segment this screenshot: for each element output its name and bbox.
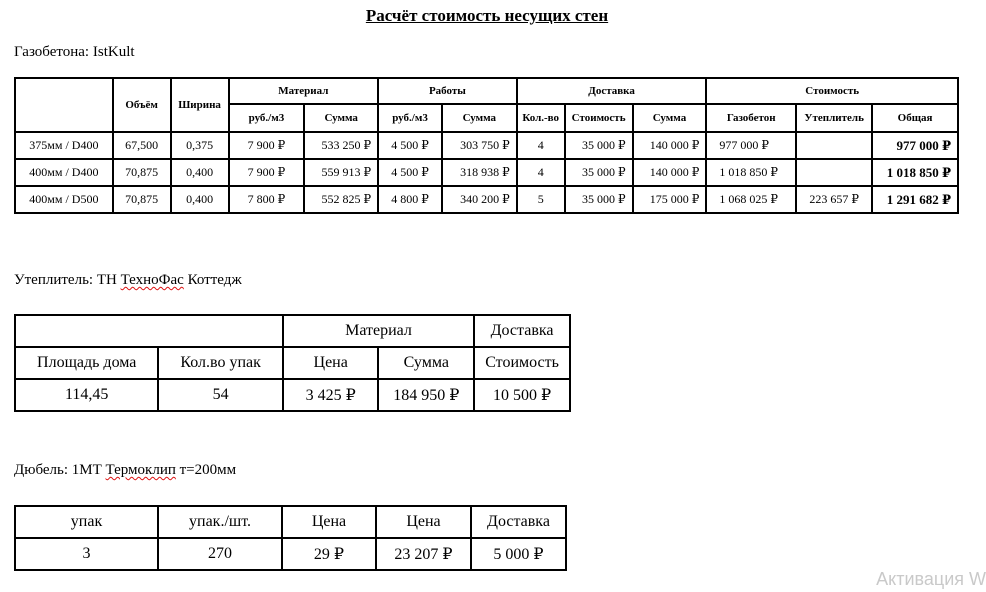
header-gasobeton: Газобетон <box>706 104 796 132</box>
table-row <box>15 379 570 411</box>
header-price-total: Цена <box>376 506 471 538</box>
cell-cost: 10 500 ₽ <box>474 379 570 411</box>
header-area: Площадь дома <box>15 347 158 379</box>
cell-del-sum: 140 000 ₽ <box>633 132 707 159</box>
cell-ins-cost <box>796 132 872 159</box>
header-del-cost: Стоимость <box>565 104 633 132</box>
dowel-label-brand: Термоклип <box>105 462 176 478</box>
cell-width: 0,375 <box>171 132 229 159</box>
cell-qty: 4 <box>517 132 565 159</box>
activation-watermark: Активация W <box>876 569 986 589</box>
cell-work-sum: 318 938 ₽ <box>442 159 517 186</box>
header-work-rate: руб./м3 <box>378 104 442 132</box>
row-name: 375мм / D400 <box>15 132 113 159</box>
cell-work-rate: 4 500 ₽ <box>378 159 442 186</box>
gas-label-brand: IstKult <box>92 44 135 60</box>
cell-del-cost: 35 000 ₽ <box>565 159 633 186</box>
cell-mat-sum: 552 825 ₽ <box>304 186 378 213</box>
dowel-label-prefix: Дюбель: 1МТ <box>14 462 106 478</box>
cell-mat-rate: 7 900 ₽ <box>229 159 305 186</box>
header-delivery: Доставка <box>517 78 707 104</box>
header-width: Ширина <box>171 78 229 132</box>
cell-pack-pcs: 270 <box>158 538 282 570</box>
cell-price: 29 ₽ <box>282 538 376 570</box>
cell-mat-sum: 559 913 ₽ <box>304 159 378 186</box>
gas-section-label <box>14 44 135 61</box>
table-row <box>15 538 566 570</box>
cell-pack: 3 <box>15 538 158 570</box>
cell-total: 977 000 ₽ <box>872 132 958 159</box>
row-name: 400мм / D400 <box>15 159 113 186</box>
header-delivery: Доставка <box>474 315 570 347</box>
cell-work-sum: 303 750 ₽ <box>442 132 517 159</box>
header-material: Материал <box>283 315 474 347</box>
cell-work-rate: 4 800 ₽ <box>378 186 442 213</box>
cell-price: 3 425 ₽ <box>283 379 379 411</box>
header-packs: Кол.во упак <box>158 347 282 379</box>
ins-label-prefix: Утеплитель: ТН <box>14 272 121 288</box>
cell-del-sum: 140 000 ₽ <box>633 159 707 186</box>
cell-area: 114,45 <box>15 379 158 411</box>
header-pack-pcs: упак./шт. <box>158 506 282 538</box>
cell-total: 1 018 850 ₽ <box>872 159 958 186</box>
header-sum: Сумма <box>378 347 474 379</box>
header-qty: Кол.-во <box>517 104 565 132</box>
header-mat-sum: Сумма <box>304 104 378 132</box>
dowel-label-suffix: т=200мм <box>175 462 237 478</box>
ins-label-suffix: Коттедж <box>183 272 242 288</box>
cell-width: 0,400 <box>171 159 229 186</box>
gas-concrete-table <box>14 77 959 214</box>
dowel-section-label <box>14 462 236 479</box>
header-price: Цена <box>282 506 376 538</box>
cell-del-sum: 175 000 ₽ <box>633 186 707 213</box>
cell-mat-rate: 7 900 ₽ <box>229 132 305 159</box>
header-cost: Стоимость <box>474 347 570 379</box>
cell-qty: 5 <box>517 186 565 213</box>
header-material: Материал <box>229 78 379 104</box>
cell-delivery: 5 000 ₽ <box>471 538 566 570</box>
cell-volume: 67,500 <box>113 132 171 159</box>
cell-price-total: 23 207 ₽ <box>376 538 471 570</box>
cell-gas-cost: 977 000 ₽ <box>706 132 796 159</box>
cell-mat-sum: 533 250 ₽ <box>304 132 378 159</box>
header-volume: Объём <box>113 78 171 132</box>
header-price: Цена <box>283 347 379 379</box>
cell-mat-rate: 7 800 ₽ <box>229 186 305 213</box>
cell-work-rate: 4 500 ₽ <box>378 132 442 159</box>
cell-volume: 70,875 <box>113 159 171 186</box>
row-name: 400мм / D500 <box>15 186 113 213</box>
cell-gas-cost: 1 068 025 ₽ <box>706 186 796 213</box>
cell-del-cost: 35 000 ₽ <box>565 132 633 159</box>
header-pack: упак <box>15 506 158 538</box>
cell-total: 1 291 682 ₽ <box>872 186 958 213</box>
header-insulation: Утеплитель <box>796 104 872 132</box>
table-row <box>15 186 958 213</box>
cell-ins-cost: 223 657 ₽ <box>796 186 872 213</box>
cell-width: 0,400 <box>171 186 229 213</box>
cell-del-cost: 35 000 ₽ <box>565 186 633 213</box>
dowel-table <box>14 505 567 571</box>
cell-work-sum: 340 200 ₽ <box>442 186 517 213</box>
cell-qty: 4 <box>517 159 565 186</box>
header-empty <box>15 78 113 132</box>
cell-gas-cost: 1 018 850 ₽ <box>706 159 796 186</box>
header-empty <box>15 315 283 347</box>
cell-volume: 70,875 <box>113 186 171 213</box>
header-total: Общая <box>872 104 958 132</box>
page-title: Расчёт стоимость несущих стен <box>365 6 609 25</box>
header-cost: Стоимость <box>706 78 958 104</box>
header-mat-rate: руб./м3 <box>229 104 305 132</box>
cell-packs: 54 <box>158 379 282 411</box>
insulation-section-label <box>14 272 242 289</box>
table-row <box>15 132 958 159</box>
header-delivery: Доставка <box>471 506 566 538</box>
table-row <box>15 159 958 186</box>
header-works: Работы <box>378 78 517 104</box>
insulation-table <box>14 314 571 412</box>
header-del-sum: Сумма <box>633 104 707 132</box>
gas-label-prefix: Газобетона: <box>14 44 93 60</box>
header-work-sum: Сумма <box>442 104 517 132</box>
ins-label-brand: ТехноФас <box>120 272 184 288</box>
cell-sum: 184 950 ₽ <box>378 379 474 411</box>
cell-ins-cost <box>796 159 872 186</box>
